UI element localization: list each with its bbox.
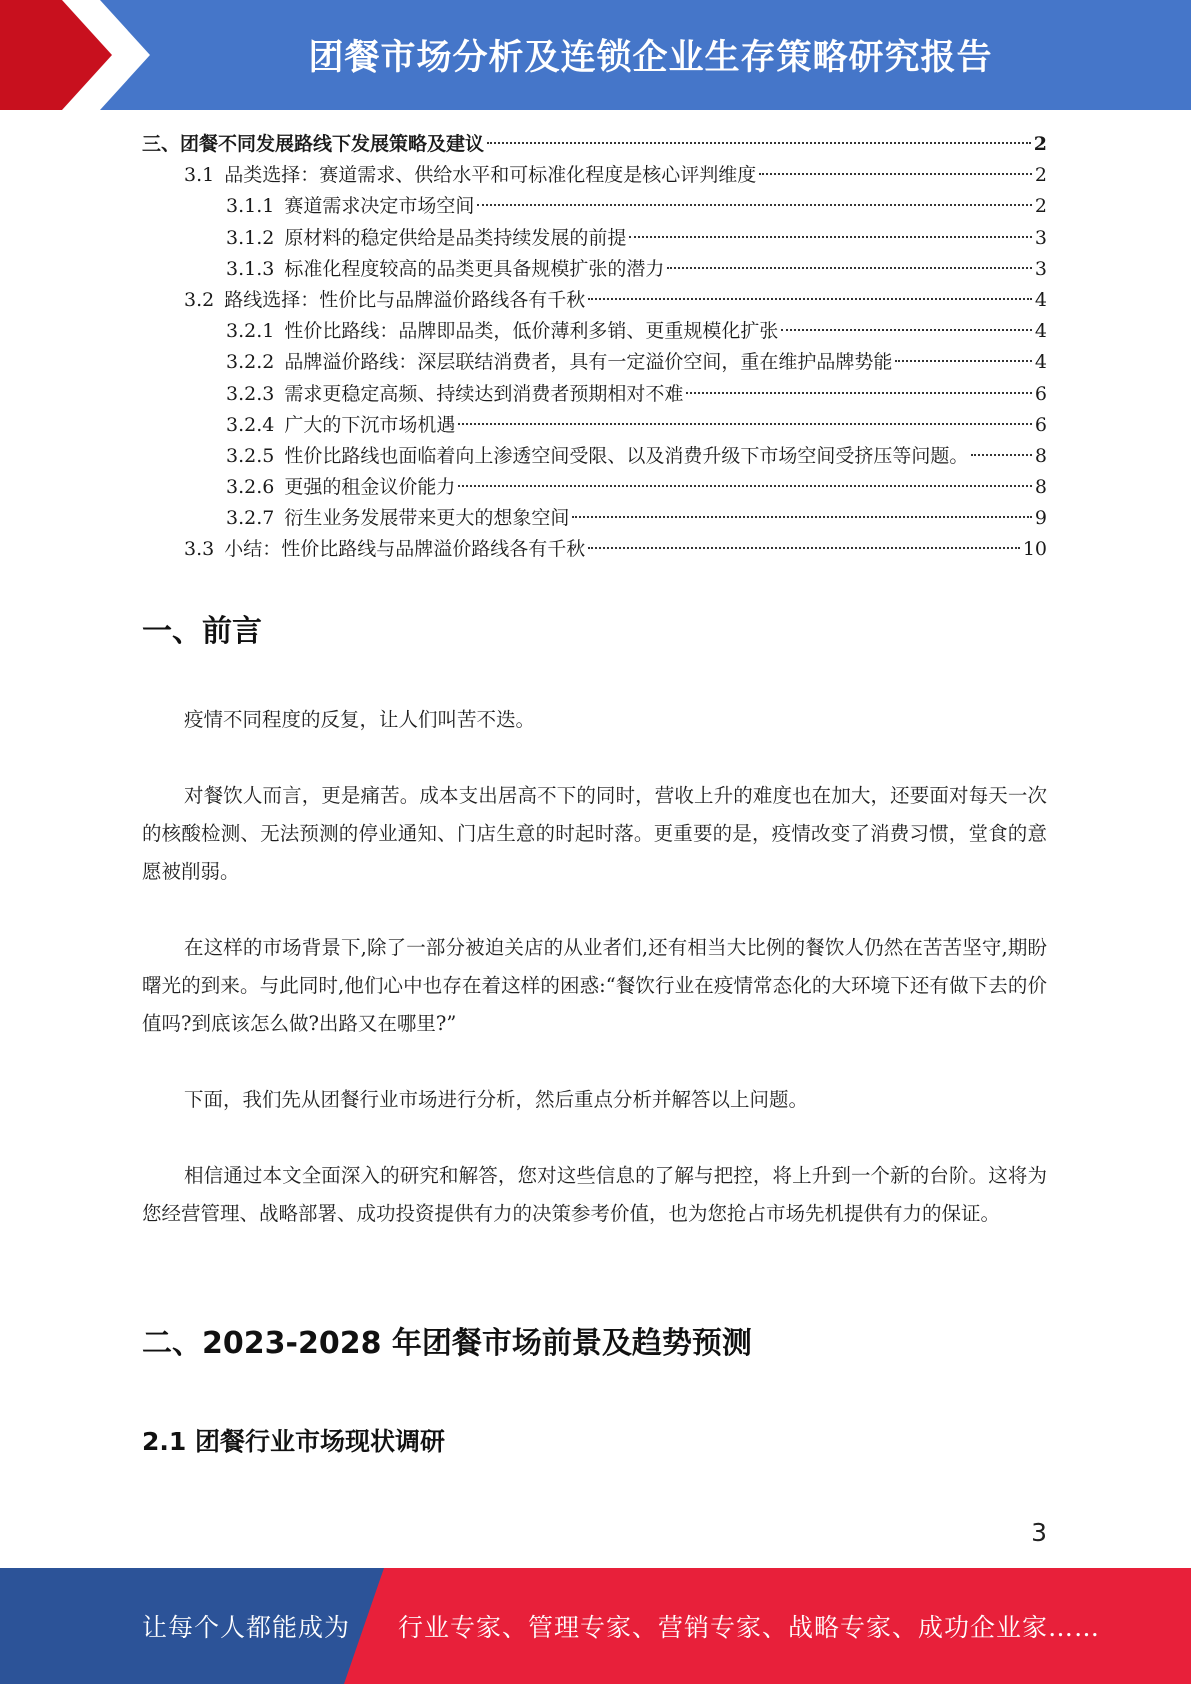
toc-entry-number: 3.2.7 [226,507,275,530]
toc-dot-leader [759,173,1032,175]
toc-dot-leader [458,423,1032,425]
toc-entry-title: 更强的租金议价能力 [284,476,456,499]
toc-dot-leader [971,454,1032,456]
page-header [0,0,1191,110]
toc-entry-number: 3.2.4 [226,413,275,436]
section-heading-preface: 一、前言 [142,614,262,649]
footer-slogan-right: 行业专家、管理专家、营销专家、战略专家、成功企业家…… [398,1613,1101,1642]
footer-slogan-left: 让每个人都能成为 [142,1613,351,1642]
toc-entry-title: 品牌溢价路线：深层联结消费者，具有一定溢价空间，重在维护品牌势能 [284,351,893,374]
toc-entry-page: 6 [1034,413,1047,436]
toc-entry[interactable] [142,534,1047,565]
toc-entry[interactable] [142,379,1047,410]
header-chevron-icon [0,0,150,110]
toc-entry-page: 2 [1033,133,1047,155]
toc-entry-number: 三、 [142,133,181,155]
toc-entry-number: 3.2.1 [226,320,275,343]
toc-entry-title: 原材料的稳定供给是品类持续发展的前提 [284,226,627,249]
toc-entry-number: 3.1.3 [226,257,275,280]
paragraph-1: 疫情不同程度的反复，让人们叫苦不迭。 [184,708,536,731]
toc-entry[interactable] [142,160,1047,191]
toc-entry-title: 需求更稳定高频、持续达到消费者预期相对不难 [284,382,684,405]
paragraph-2: 对餐饮人而言，更是痛苦。成本支出居高不下的同时，营收上升的难度也在加大，还要面对每天一次的核酸检测、无法预测的停业通知、门店生意的时起时落。更重要的是，疫情改变了消费习惯，堂食的意愿被削弱。 [142,784,1047,883]
paragraph-3: 在这样的市场背景下,除了一部分被迫关店的从业者们,还有相当大比例的餐饮人仍然在苦苦坚守,期盼曙光的到来。与此同时,他们心中也存在着这样的困惑:“餐饮行业在疫情常态化的大环境下还有做下去的价值吗?到底该怎么做?出路又在哪里?” [142,936,1047,1035]
toc-entry-page: 4 [1034,288,1047,311]
paragraph-4: 下面，我们先从团餐行业市场进行分析，然后重点分析并解答以上问题。 [184,1088,809,1111]
toc-entry-page: 3 [1034,226,1047,249]
paragraph-5: 相信通过本文全面深入的研究和解答，您对这些信息的了解与把控，将上升到一个新的台阶。这将为您经营管理、战略部署、成功投资提供有力的决策参考价值，也为您抢占市场先机提供有力的保证。 [142,1164,1047,1225]
toc-entry-title: 赛道需求决定市场空间 [284,195,475,218]
toc-dot-leader [895,360,1032,362]
toc-entry[interactable] [142,254,1047,285]
toc-entry[interactable] [142,285,1047,316]
toc-entry-title: 路线选择：性价比与品牌溢价路线各有千秋 [224,288,586,311]
toc-dot-leader [686,392,1032,394]
subsection-heading: 2.1 团餐行业市场现状调研 [142,1427,445,1456]
toc-entry-page: 6 [1034,382,1047,405]
page-footer [0,1568,1191,1684]
toc-dot-leader [572,516,1032,518]
toc-entry-title: 标准化程度较高的品类更具备规模扩张的潜力 [284,257,665,280]
toc-dot-leader [667,267,1032,269]
toc-entry-page: 8 [1034,476,1047,499]
toc-entry[interactable] [142,347,1047,378]
toc-entry-title: 品类选择：赛道需求、供给水平和可标准化程度是核心评判维度 [224,164,757,187]
section-heading-forecast: 二、2023-2028 年团餐市场前景及趋势预测 [142,1326,752,1361]
toc-entry-number: 3.2.5 [226,444,275,467]
toc-entry-page: 2 [1034,164,1047,187]
toc-entry[interactable] [142,191,1047,222]
toc-entry-number: 3.3 [184,538,215,561]
toc-dot-leader [458,485,1032,487]
page-number: 3 [1031,1518,1047,1547]
toc-entry-page: 9 [1034,507,1047,530]
table-of-contents [142,129,1047,566]
toc-entry-number: 3.1.2 [226,226,275,249]
toc-entry[interactable] [142,316,1047,347]
toc-entry-page: 3 [1034,257,1047,280]
toc-dot-leader [588,298,1032,300]
toc-entry-page: 10 [1022,538,1047,561]
toc-entry[interactable] [142,410,1047,441]
toc-entry-title: 广大的下沉市场机遇 [284,413,456,436]
toc-dot-leader [588,547,1020,549]
toc-entry-page: 4 [1034,351,1047,374]
toc-entry[interactable] [142,503,1047,534]
toc-entry-number: 3.2 [184,288,215,311]
toc-entry[interactable] [142,223,1047,254]
toc-entry-title: 衍生业务发展带来更大的想象空间 [284,507,570,530]
toc-entry-title: 性价比路线：品牌即品类，低价薄利多销、更重规模化扩张 [284,320,779,343]
toc-entry-number: 3.1.1 [226,195,275,218]
toc-entry-title: 团餐不同发展路线下发展策略及建议 [180,133,485,155]
toc-entry[interactable] [142,441,1047,472]
toc-dot-leader [487,142,1031,144]
toc-entry[interactable] [142,472,1047,503]
toc-entry-title: 性价比路线也面临着向上渗透空间受限、以及消费升级下市场空间受挤压等问题。 [284,444,969,467]
toc-entry-number: 3.1 [184,164,215,187]
toc-entry[interactable] [142,129,1047,160]
toc-dot-leader [781,329,1032,331]
toc-entry-page: 2 [1034,195,1047,218]
toc-entry-number: 3.2.3 [226,382,275,405]
report-title: 团餐市场分析及连锁企业生存策略研究报告 [308,38,993,78]
toc-dot-leader [629,236,1032,238]
toc-entry-page: 4 [1034,320,1047,343]
toc-entry-number: 3.2.6 [226,476,275,499]
toc-dot-leader [477,204,1032,206]
toc-entry-page: 8 [1034,444,1047,467]
toc-entry-number: 3.2.2 [226,351,275,374]
toc-entry-title: 小结：性价比路线与品牌溢价路线各有千秋 [224,538,586,561]
